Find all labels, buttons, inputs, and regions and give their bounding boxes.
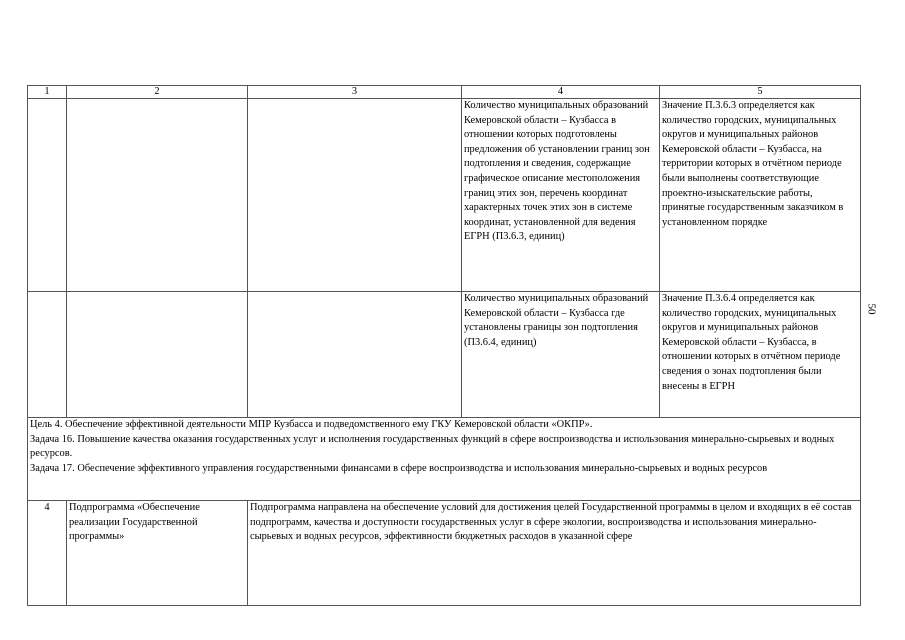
- goal-4-text: Цель 4. Обеспечение эффективной деятельности МПР Кузбасса и подведомственного ему ГКУ Кемеровской области «ОКПР».: [30, 419, 593, 430]
- task-16-text: Задача 16. Повышение качества оказания государственных услуг и исполнения государственных функций в сфере воспроизводства и использования минерально-сырьевых и водных ресурсов.: [30, 433, 835, 460]
- empty-cell: [248, 292, 462, 418]
- task-17-text: Задача 17. Обеспечение эффективного управления государственными финансами в сфере воспроизводства и использования минерально-сырьевых и водных ресурсов: [30, 462, 768, 474]
- empty-cell: [28, 99, 67, 292]
- goals-cell: [28, 418, 861, 501]
- empty-cell: [67, 292, 248, 418]
- row-number: 4: [28, 501, 67, 606]
- subprogram-name: Подпрограмма «Обеспечение реализации Государственной программы»: [67, 501, 248, 606]
- indicator-method-cell: Значение П.3.6.3 определяется как количество городских, муниципальных округов и муниципальных районов Кемеровской области – Кузбасса, на территории которых в отчётном периоде были выполнены соответствующие проектно-изыскательские работы, принятые государственным заказчиком в установленном порядке: [660, 99, 861, 292]
- empty-cell: [67, 99, 248, 292]
- column-number-3: 3: [248, 86, 462, 99]
- column-number-5: 5: [660, 86, 861, 99]
- goals-row: [28, 418, 861, 501]
- subprogram-row: [28, 501, 861, 606]
- indicator-name-cell: Количество муниципальных образований Кемеровской области – Кузбасса в отношении которых подготовлены предложения об установлении границ зон подтопления и сведения, содержащие графическое описание местоположения границ этих зон, перечень координат характерных точек этих зон в системе координат, установленной для ведения ЕГРН (П3.6.3, единиц): [462, 99, 660, 292]
- indicator-method-cell: Значение П.3.6.4 определяется как количество городских, муниципальных округов и муниципальных районов Кемеровской области – Кузбасса, в отношении которых в отчётном периоде сведения о зонах подтопления были внесены в ЕГРН: [660, 292, 861, 418]
- column-number-4: 4: [462, 86, 660, 99]
- page-number: 50: [865, 303, 878, 315]
- column-number-2: 2: [67, 86, 248, 99]
- empty-cell: [28, 292, 67, 418]
- column-number-row: [28, 86, 861, 99]
- empty-cell: [248, 99, 462, 292]
- indicator-name-cell: Количество муниципальных образований Кемеровской области – Кузбасса где установлены границы зон подтопления (П3.6.4, единиц): [462, 292, 660, 418]
- table-row: [28, 292, 861, 418]
- indicators-table: [27, 85, 861, 606]
- table-row: [28, 99, 861, 292]
- column-number-1: 1: [28, 86, 67, 99]
- subprogram-description: Подпрограмма направлена на обеспечение условий для достижения целей Государственной программы в целом и входящих в её состав подпрограмм, качества и доступности государственных услуг в сфере экологии, воспроизводства и использования минерально-сырьевых и водных ресурсов, эффективности бюджетных расходов в указанной сфере: [248, 501, 861, 606]
